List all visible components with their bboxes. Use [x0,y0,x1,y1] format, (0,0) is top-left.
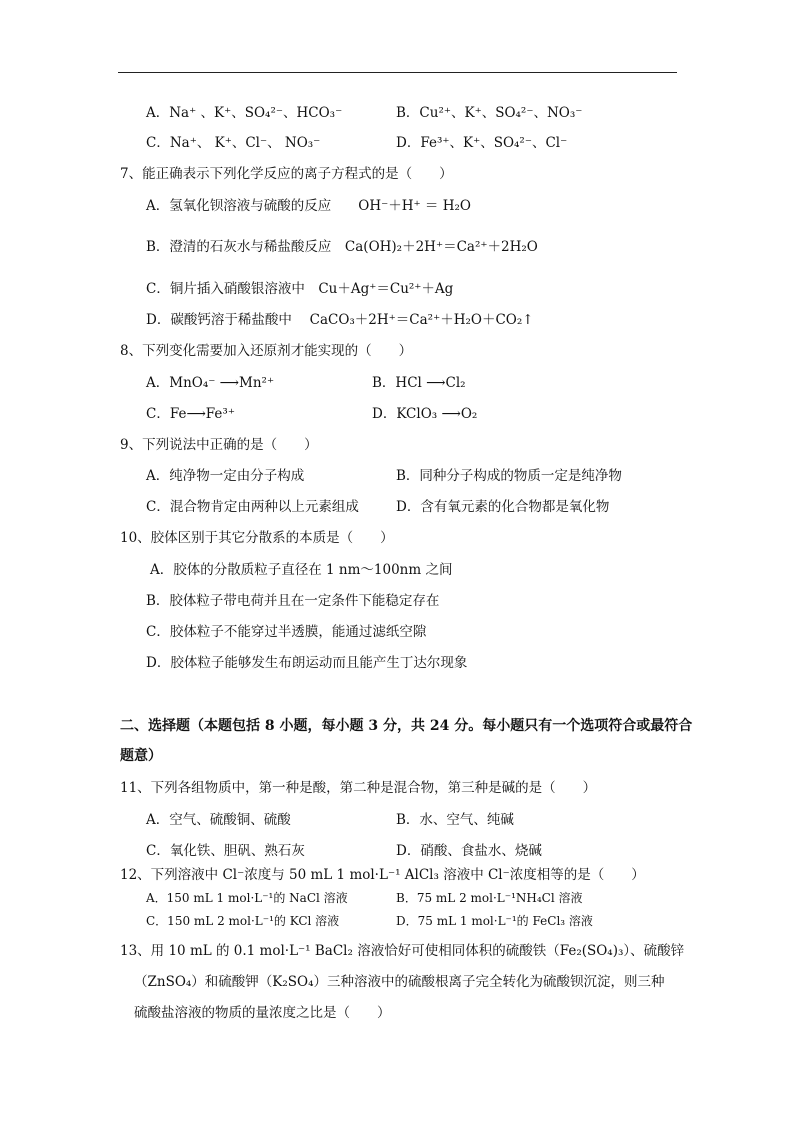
q11-option-d: D．硝酸、食盐水、烧碱 [396,843,542,859]
q12-stem: 12、下列溶液中 Cl⁻浓度与 50 mL 1 mol·L⁻¹ AlCl₃ 溶液中 Cl⁻浓度相等的是（ ） [120,867,645,883]
q12-option-d: D．75 mL 1 mol·L⁻¹的 FeCl₃ 溶液 [396,914,593,928]
q12-option-c: C．150 mL 2 mol·L⁻¹的 KCl 溶液 [146,914,340,928]
q13-stem-line3: 硫酸盐溶液的物质的量浓度之比是（ ） [134,1005,391,1021]
header-rule [118,72,677,73]
q12-option-a: A．150 mL 1 mol·L⁻¹的 NaCl 溶液 [146,891,348,905]
q7-option-c: C．铜片插入硝酸银溶液中 Cu＋Ag⁺＝Cu²⁺＋Ag [146,281,454,297]
q8-option-c: C．Fe⟶Fe³⁺ [146,406,235,422]
q12-option-b: B．75 mL 2 mol·L⁻¹NH₄Cl 溶液 [396,891,583,905]
q9-option-a: A．纯净物一定由分子构成 [146,468,305,484]
q11-option-c: C．氧化铁、胆矾、熟石灰 [146,843,305,859]
q6-option-c: C．Na⁺、 K⁺、Cl⁻、 NO₃⁻ [146,135,321,151]
q8-stem: 8、下列变化需要加入还原剂才能实现的（ ） [120,343,413,359]
section-heading: 二、选择题（本题包括 8 小题，每小题 3 分，共 24 分。每小题只有一个选项符合或最符合 [120,718,693,734]
q8-option-b: B．HCl ⟶Cl₂ [372,375,466,391]
q7-option-b: B．澄清的石灰水与稀盐酸反应 Ca(OH)₂＋2H⁺＝Ca²⁺＋2H₂O [146,239,538,255]
q11-option-a: A．空气、硫酸铜、硫酸 [146,812,291,828]
q6-option-b: B．Cu²⁺、K⁺、SO₄²⁻、NO₃⁻ [396,105,583,121]
q13-stem-line2: （ZnSO₄）和硫酸钾（K₂SO₄）三种溶液中的硫酸根离子完全转化为硫酸钡沉淀，则三种 [134,974,665,990]
q8-option-a: A．MnO₄⁻ ⟶Mn²⁺ [146,375,275,391]
q9-option-d: D．含有氧元素的化合物都是氧化物 [396,499,610,515]
q6-option-a: A．Na⁺ 、K⁺、SO₄²⁻、HCO₃⁻ [146,105,343,121]
q7-option-d: D．碳酸钙溶于稀盐酸中 CaCO₃＋2H⁺＝Ca²⁺＋H₂O＋CO₂↑ [146,312,534,328]
q10-stem: 10、胶体区别于其它分散系的本质是（ ） [120,530,394,546]
q8-option-d: D．KClO₃ ⟶O₂ [372,406,478,422]
q10-option-a: A．胶体的分散质粒子直径在 1 nm～100nm 之间 [150,562,453,578]
q11-option-b: B．水、空气、纯碱 [396,812,514,828]
q7-stem: 7、能正确表示下列化学反应的离子方程式的是（ ） [120,166,453,182]
q9-option-c: C．混合物肯定由两种以上元素组成 [146,499,359,515]
q9-stem: 9、下列说法中正确的是（ ） [120,437,318,453]
q9-option-b: B．同种分子构成的物质一定是纯净物 [396,468,622,484]
q10-option-b: B．胶体粒子带电荷并且在一定条件下能稳定存在 [146,593,440,609]
q10-option-d: D．胶体粒子能够发生布朗运动而且能产生丁达尔现象 [146,655,468,671]
q11-stem: 11、下列各组物质中，第一种是酸，第二种是混合物，第三种是碱的是（ ） [120,780,597,796]
q6-option-d: D．Fe³⁺、K⁺、SO₄²⁻、Cl⁻ [396,135,568,151]
q7-option-a: A．氢氧化钡溶液与硫酸的反应 OH⁻＋H⁺ ＝ H₂O [146,198,471,214]
q10-option-c: C．胶体粒子不能穿过半透膜，能通过滤纸空隙 [146,624,427,640]
section-heading-cont: 题意） [120,748,162,764]
q13-stem-line1: 13、用 10 mL 的 0.1 mol·L⁻¹ BaCl₂ 溶液恰好可使相同体积的硫酸铁（Fe₂(SO₄)₃）、硫酸锌 [120,943,685,959]
